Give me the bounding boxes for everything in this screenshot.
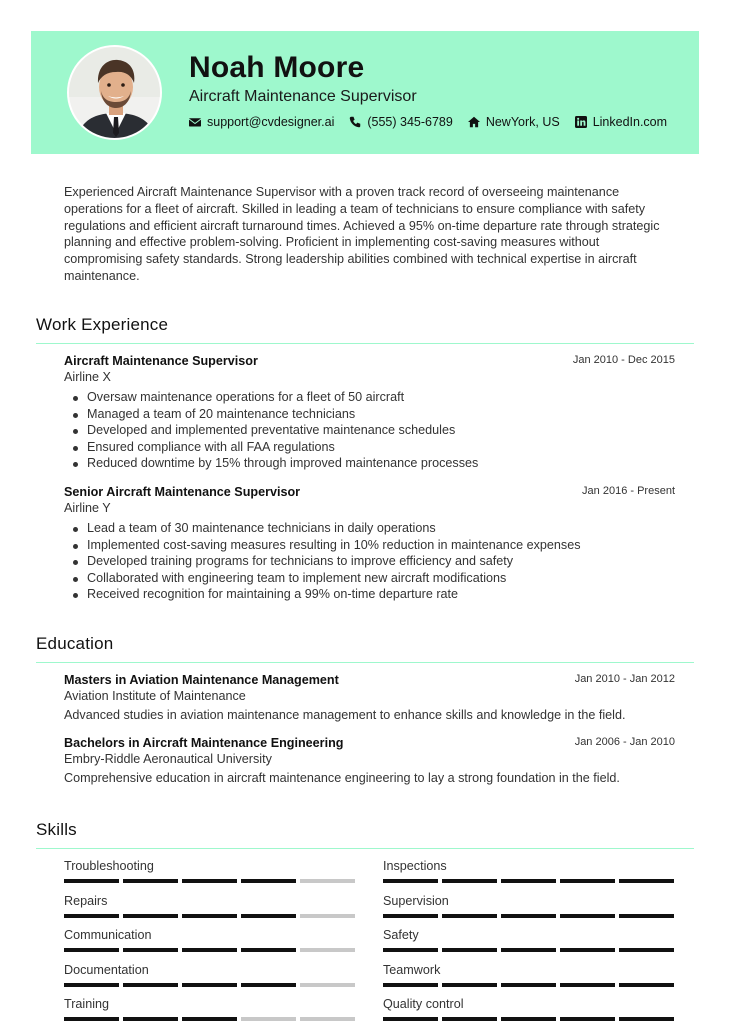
skill-segment-filled: [64, 948, 119, 952]
skill-segment-filled: [383, 1017, 438, 1021]
skill-item: [383, 928, 675, 952]
skill-level-bar: [64, 1017, 356, 1021]
skill-label: Documentation: [64, 962, 149, 977]
skill-item: [64, 894, 356, 918]
education-entry: [64, 673, 675, 722]
section-divider: [36, 848, 694, 849]
job-entry: [64, 354, 675, 472]
job-bullets: [64, 520, 675, 603]
contact-email[interactable]: [189, 115, 334, 129]
skill-segment-filled: [241, 983, 296, 987]
education-description: Advanced studies in aviation maintenance management to enhance skills and knowledge in the field.: [64, 708, 626, 722]
skill-label: Training: [64, 997, 110, 1012]
skill-label: Repairs: [64, 893, 108, 908]
contact-row: [189, 115, 667, 129]
education-description: Comprehensive education in aircraft maintenance engineering to lay a strong foundation in the field.: [64, 771, 620, 785]
contact-location: [468, 115, 560, 129]
skill-level-bar: [383, 948, 675, 952]
skill-segment-filled: [383, 948, 438, 952]
skill-segment-filled: [501, 879, 556, 883]
header-banner: [31, 31, 699, 154]
candidate-title: Aircraft Maintenance Supervisor: [189, 88, 417, 105]
job-company: Airline X: [64, 370, 111, 384]
job-dates: Jan 2010 - Dec 2015: [572, 354, 675, 366]
list-item: Collaborated with engineering team to implement new aircraft modifications: [64, 570, 675, 587]
skill-label: Safety: [383, 928, 419, 943]
skill-segment-filled: [123, 879, 178, 883]
profile-summary: Experienced Aircraft Maintenance Supervisor with a proven track record of overseeing maintenance operations for a fleet of aircraft. Skilled in leading a team of technicians to ensure compliance with safety regulations and efficient aircraft turnaround times. Achieved a 95% on-time departure rate through strategic planning and effective problem-solving. Proficient in implementing cost-saving measures without compromising safety standards. Strong leadership abilities combined with technical expertise in aircraft maintenance.: [64, 185, 660, 283]
home-icon: [468, 116, 480, 128]
skill-segment-empty: [241, 1017, 296, 1021]
skill-segment-filled: [560, 879, 615, 883]
list-item: Managed a team of 20 maintenance technicians: [64, 406, 675, 423]
list-item: Received recognition for maintaining a 99% on-time departure rate: [64, 586, 675, 603]
job-bullets: [64, 389, 675, 472]
phone-icon: [349, 116, 361, 128]
skill-segment-filled: [619, 914, 674, 918]
job-dates: Jan 2016 - Present: [582, 485, 675, 497]
job-company: Airline Y: [64, 501, 111, 515]
skill-segment-filled: [501, 1017, 556, 1021]
skill-level-bar: [64, 948, 356, 952]
skill-segment-empty: [300, 983, 355, 987]
job-entry: [64, 485, 675, 603]
degree-title: Masters in Aviation Maintenance Management: [64, 673, 339, 687]
skill-segment-filled: [182, 914, 237, 918]
skill-segment-filled: [123, 948, 178, 952]
skill-segment-filled: [182, 983, 237, 987]
avatar-illustration: [69, 47, 162, 140]
linkedin-icon: [575, 116, 587, 128]
skill-segment-filled: [182, 879, 237, 883]
job-title: Aircraft Maintenance Supervisor: [64, 354, 258, 368]
skill-segment-empty: [300, 914, 355, 918]
candidate-name: Noah Moore: [189, 51, 365, 84]
skill-segment-filled: [182, 1017, 237, 1021]
skill-segment-filled: [123, 1017, 178, 1021]
contact-email-text: support@cvdesigner.ai: [207, 115, 335, 129]
skill-item: [383, 859, 675, 883]
skill-segment-filled: [241, 914, 296, 918]
contact-linkedin[interactable]: [575, 115, 667, 129]
skill-level-bar: [64, 983, 356, 987]
skill-segment-filled: [501, 948, 556, 952]
section-divider: [36, 343, 694, 344]
skill-segment-filled: [123, 983, 178, 987]
skill-segment-filled: [442, 879, 497, 883]
list-item: Lead a team of 30 maintenance technicians in daily operations: [64, 520, 675, 537]
skill-segment-filled: [241, 948, 296, 952]
skill-label: Quality control: [383, 997, 464, 1012]
skill-segment-filled: [182, 948, 237, 952]
skill-segment-filled: [64, 914, 119, 918]
list-item: Ensured compliance with all FAA regulations: [64, 439, 675, 456]
school-name: Embry-Riddle Aeronautical University: [64, 752, 272, 766]
contact-location-text: NewYork, US: [485, 115, 560, 129]
skill-label: Teamwork: [383, 962, 441, 977]
contact-phone[interactable]: [349, 115, 452, 129]
skill-segment-filled: [383, 879, 438, 883]
job-title: Senior Aircraft Maintenance Supervisor: [64, 485, 301, 499]
skill-segment-filled: [64, 983, 119, 987]
skill-segment-filled: [560, 948, 615, 952]
skill-segment-filled: [64, 1017, 119, 1021]
skill-segment-filled: [619, 1017, 674, 1021]
envelope-icon: [189, 116, 201, 128]
skill-item: [64, 859, 356, 883]
contact-phone-text: (555) 345-6789: [367, 115, 453, 129]
skill-segment-filled: [383, 914, 438, 918]
section-title-work: Work Experience: [36, 315, 169, 334]
skill-label: Troubleshooting: [64, 859, 154, 873]
skill-label: Communication: [64, 928, 152, 943]
skill-segment-filled: [442, 948, 497, 952]
skill-item: [64, 928, 356, 952]
skill-segment-empty: [300, 879, 355, 883]
skill-level-bar: [383, 914, 675, 918]
list-item: Developed training programs for technicians to improve efficiency and safety: [64, 553, 675, 570]
skill-segment-filled: [241, 879, 296, 883]
skill-item: [64, 997, 356, 1021]
section-title-education: Education: [36, 634, 114, 653]
skill-segment-filled: [560, 914, 615, 918]
skill-segment-filled: [619, 879, 674, 883]
skill-item: [383, 894, 675, 918]
skill-segment-filled: [560, 1017, 615, 1021]
skill-segment-filled: [64, 879, 119, 883]
skill-item: [64, 963, 356, 987]
list-item: Implemented cost-saving measures resulting in 10% reduction in maintenance expenses: [64, 537, 675, 554]
skill-level-bar: [64, 914, 356, 918]
skill-segment-filled: [501, 914, 556, 918]
school-name: Aviation Institute of Maintenance: [64, 689, 246, 703]
education-dates: Jan 2010 - Jan 2012: [574, 673, 675, 685]
skill-segment-filled: [560, 983, 615, 987]
skill-item: [383, 997, 675, 1021]
skill-item: [383, 963, 675, 987]
education-entry: [64, 736, 675, 785]
skill-segment-empty: [300, 948, 355, 952]
list-item: Reduced downtime by 15% through improved maintenance processes: [64, 455, 675, 472]
profile-photo: [67, 45, 162, 140]
skill-segment-filled: [619, 983, 674, 987]
skill-level-bar: [64, 879, 356, 883]
skill-segment-filled: [442, 983, 497, 987]
section-divider: [36, 662, 694, 663]
contact-linkedin-text: LinkedIn.com: [592, 115, 668, 129]
skill-segment-filled: [619, 948, 674, 952]
skill-segment-filled: [383, 983, 438, 987]
skill-segment-filled: [501, 983, 556, 987]
skill-segment-filled: [442, 1017, 497, 1021]
degree-title: Bachelors in Aircraft Maintenance Engineering: [64, 736, 344, 750]
section-title-skills: Skills: [36, 820, 77, 839]
education-dates: Jan 2006 - Jan 2010: [574, 736, 675, 748]
skill-level-bar: [383, 879, 675, 883]
skill-segment-filled: [123, 914, 178, 918]
skill-segment-filled: [442, 914, 497, 918]
skill-label: Inspections: [383, 859, 447, 873]
list-item: Developed and implemented preventative maintenance schedules: [64, 422, 675, 439]
skill-segment-empty: [300, 1017, 355, 1021]
list-item: Oversaw maintenance operations for a fleet of 50 aircraft: [64, 389, 675, 406]
skill-level-bar: [383, 983, 675, 987]
skill-label: Supervision: [383, 893, 449, 908]
skill-level-bar: [383, 1017, 675, 1021]
